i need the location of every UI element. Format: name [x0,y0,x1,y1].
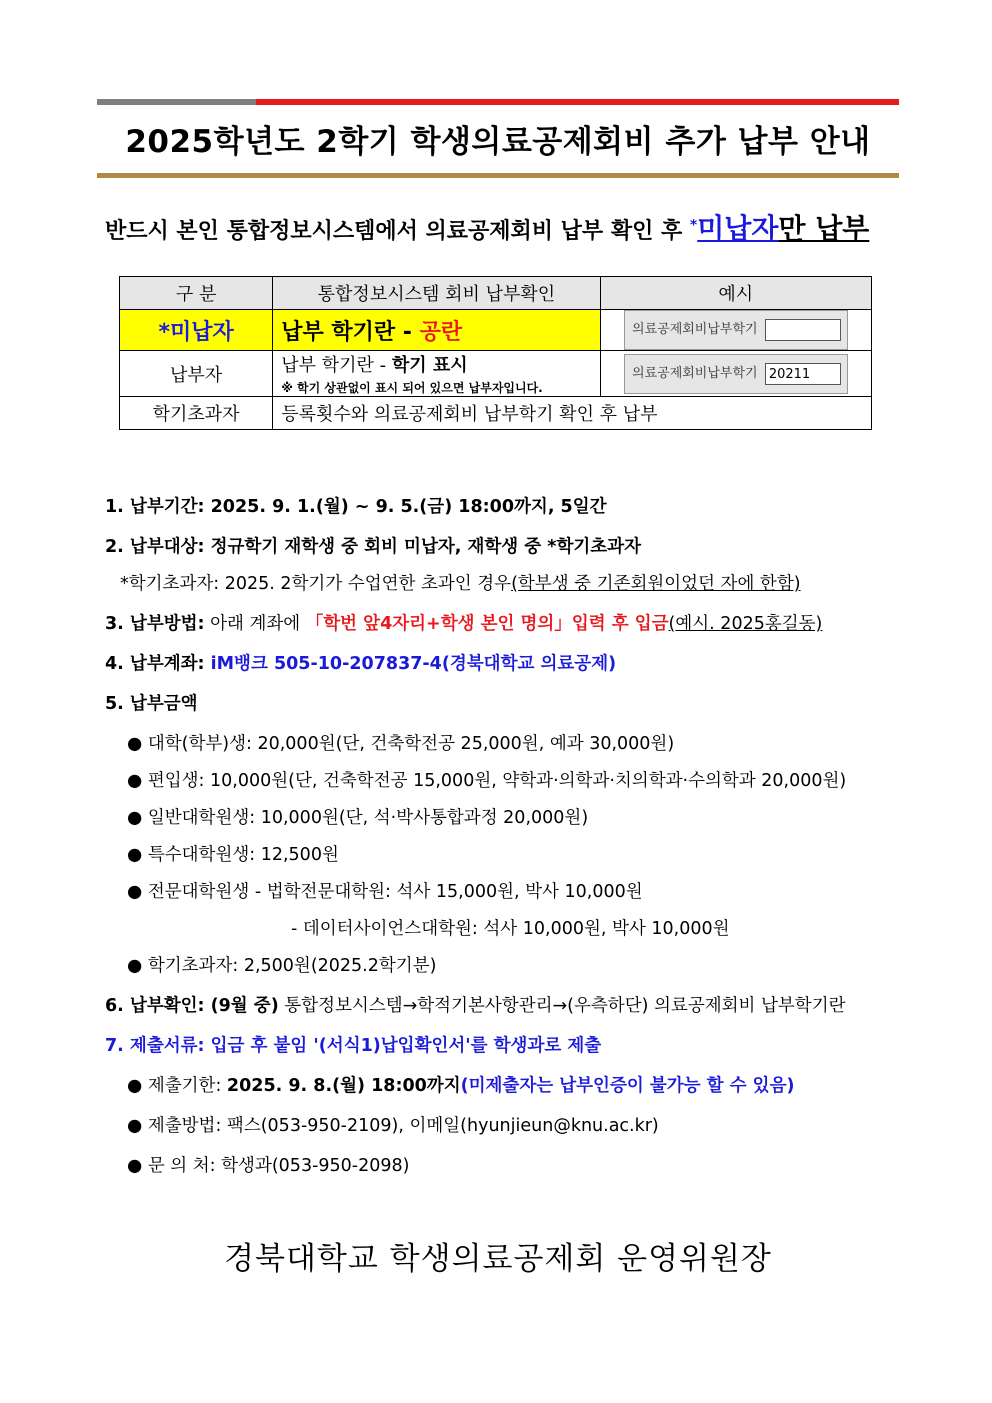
top-bar-gray [97,99,256,105]
amount-professional-grad: ● 전문대학원생 - 법학전문대학원: 석사 15,000원, 박사 10,000원 [127,882,643,902]
table-row-paid [120,351,872,397]
account-label: 4. 납부계좌: [105,654,211,674]
title-underline-bar [97,173,899,178]
example-unpaid-box [624,310,848,350]
item-documents: 7. 제출서류: 입금 후 붙임 '(서식1)납입확인서'를 학생과로 제출 [105,1036,602,1056]
example-unpaid-field [765,319,841,341]
method-red: 「학번 앞4자리+학생 본인 명의」입력 후 입금 [305,614,669,634]
header-system-check: 통합정보시스템 회비 납부확인 [273,277,600,310]
exceeded-text: 등록횟수와 의료공제회비 납부학기 확인 후 납부 [281,404,658,425]
amount-datascience-grad: - 데이터사이언스대학원: 석사 10,000원, 박사 10,000원 [291,919,730,939]
notice-prefix: 반드시 본인 통합정보시스템에서 의료공제회비 납부 확인 후 [105,219,690,244]
top-bar-red [256,99,899,105]
example-paid-field: 20211 [765,363,841,385]
item-target-note [105,569,905,609]
method-label: 3. 납부방법: [105,614,205,634]
info-list [105,492,905,1191]
category-exceeded: 학기초과자 [152,404,240,425]
item-target: 2. 납부대상: 정규학기 재학생 중 회비 미납자, 재학생 중 *학기초과자 [105,537,641,557]
amount-transfer: ● 편입생: 10,000원(단, 건축학전공 15,000원, 약학과·의학과·치의학과·수의학과 20,000원) [127,771,847,791]
example-unpaid-label: 의료공제회비납부학기 [632,322,758,337]
doc-method: ● 제출방법: 팩스(053-950-2109), 이메일(hyunjieun@knu.ac.kr) [127,1116,659,1136]
example-paid-box [624,354,848,394]
example-paid-label: 의료공제회비납부학기 [632,365,758,381]
deadline-label: ● 제출기한: [127,1076,227,1096]
deadline-warning: (미제출자는 납부인증이 불가능 할 수 있음) [460,1076,795,1096]
method-example: (예시. 2025홍길동) [668,614,823,634]
target-note-b: (학부생 중 기존회원이었던 자에 한함) [511,574,801,594]
deadline-date: 2025. 9. 8.(월) 18:00까지 [226,1076,461,1096]
table-row-unpaid [120,310,872,351]
item-period: 1. 납부기간: 2025. 9. 1.(월) ~ 9. 5.(금) 18:00까지, 5일간 [105,497,607,517]
notice-line [105,207,895,247]
item-account [105,649,905,689]
doc-deadline [105,1071,905,1111]
amount-exceeded: ● 학기초과자: 2,500원(2025.2학기분) [127,956,437,976]
header-example: 예시 [600,277,871,310]
method-a: 아래 계좌에 [204,614,306,634]
item-confirm [105,991,905,1031]
amount-undergrad: ● 대학(학부)생: 20,000원(단, 건축학전공 25,000원, 예과 30,000원) [127,734,675,754]
document-title: 2025학년도 2학기 학생의료공제회비 추가 납부 안내 [125,124,871,160]
confirm-label: 6. 납부확인: (9월 중) [105,996,279,1016]
paid-text-bold: 학기 표시 [391,355,468,376]
issuer-signature: 경북대학교 학생의료공제회 운영위원장 [224,1241,772,1277]
unpaid-text-red: 공란 [419,319,463,345]
notice-highlight: 미납자 [697,212,779,245]
top-color-bar [97,99,899,105]
unpaid-text: 납부 학기란 - [281,319,420,345]
target-note-a: *학기초과자: 2025. 2학기가 수업연한 초과인 경우 [120,574,512,594]
amount-grad: ● 일반대학원생: 10,000원(단, 석·박사통합과정 20,000원) [127,808,589,828]
confirm-path: 통합정보시스템→학적기본사항관리→(우측하단) 의료공제회비 납부학기란 [278,996,846,1016]
notice-suffix: 만 납부 [778,212,870,245]
category-paid: 납부자 [170,364,223,386]
amount-special-grad: ● 특수대학원생: 12,500원 [127,845,339,865]
header-category: 구 분 [120,277,273,310]
item-method [105,609,905,649]
paid-text: 납부 학기란 - [281,355,392,376]
table-row-exceeded [120,397,872,430]
item-amount: 5. 납부금액 [105,694,198,714]
category-unpaid: *미납자 [158,319,234,345]
notice-star: * [689,217,698,234]
account-number: iM뱅크 505-10-207837-4(경북대학교 의료공제) [210,654,617,674]
paid-note: ※ 학기 상관없이 표시 되어 있으면 납부자입니다. [281,381,543,395]
doc-contact: ● 문 의 처: 학생과(053-950-2098) [127,1156,410,1176]
payment-check-table [119,276,872,430]
